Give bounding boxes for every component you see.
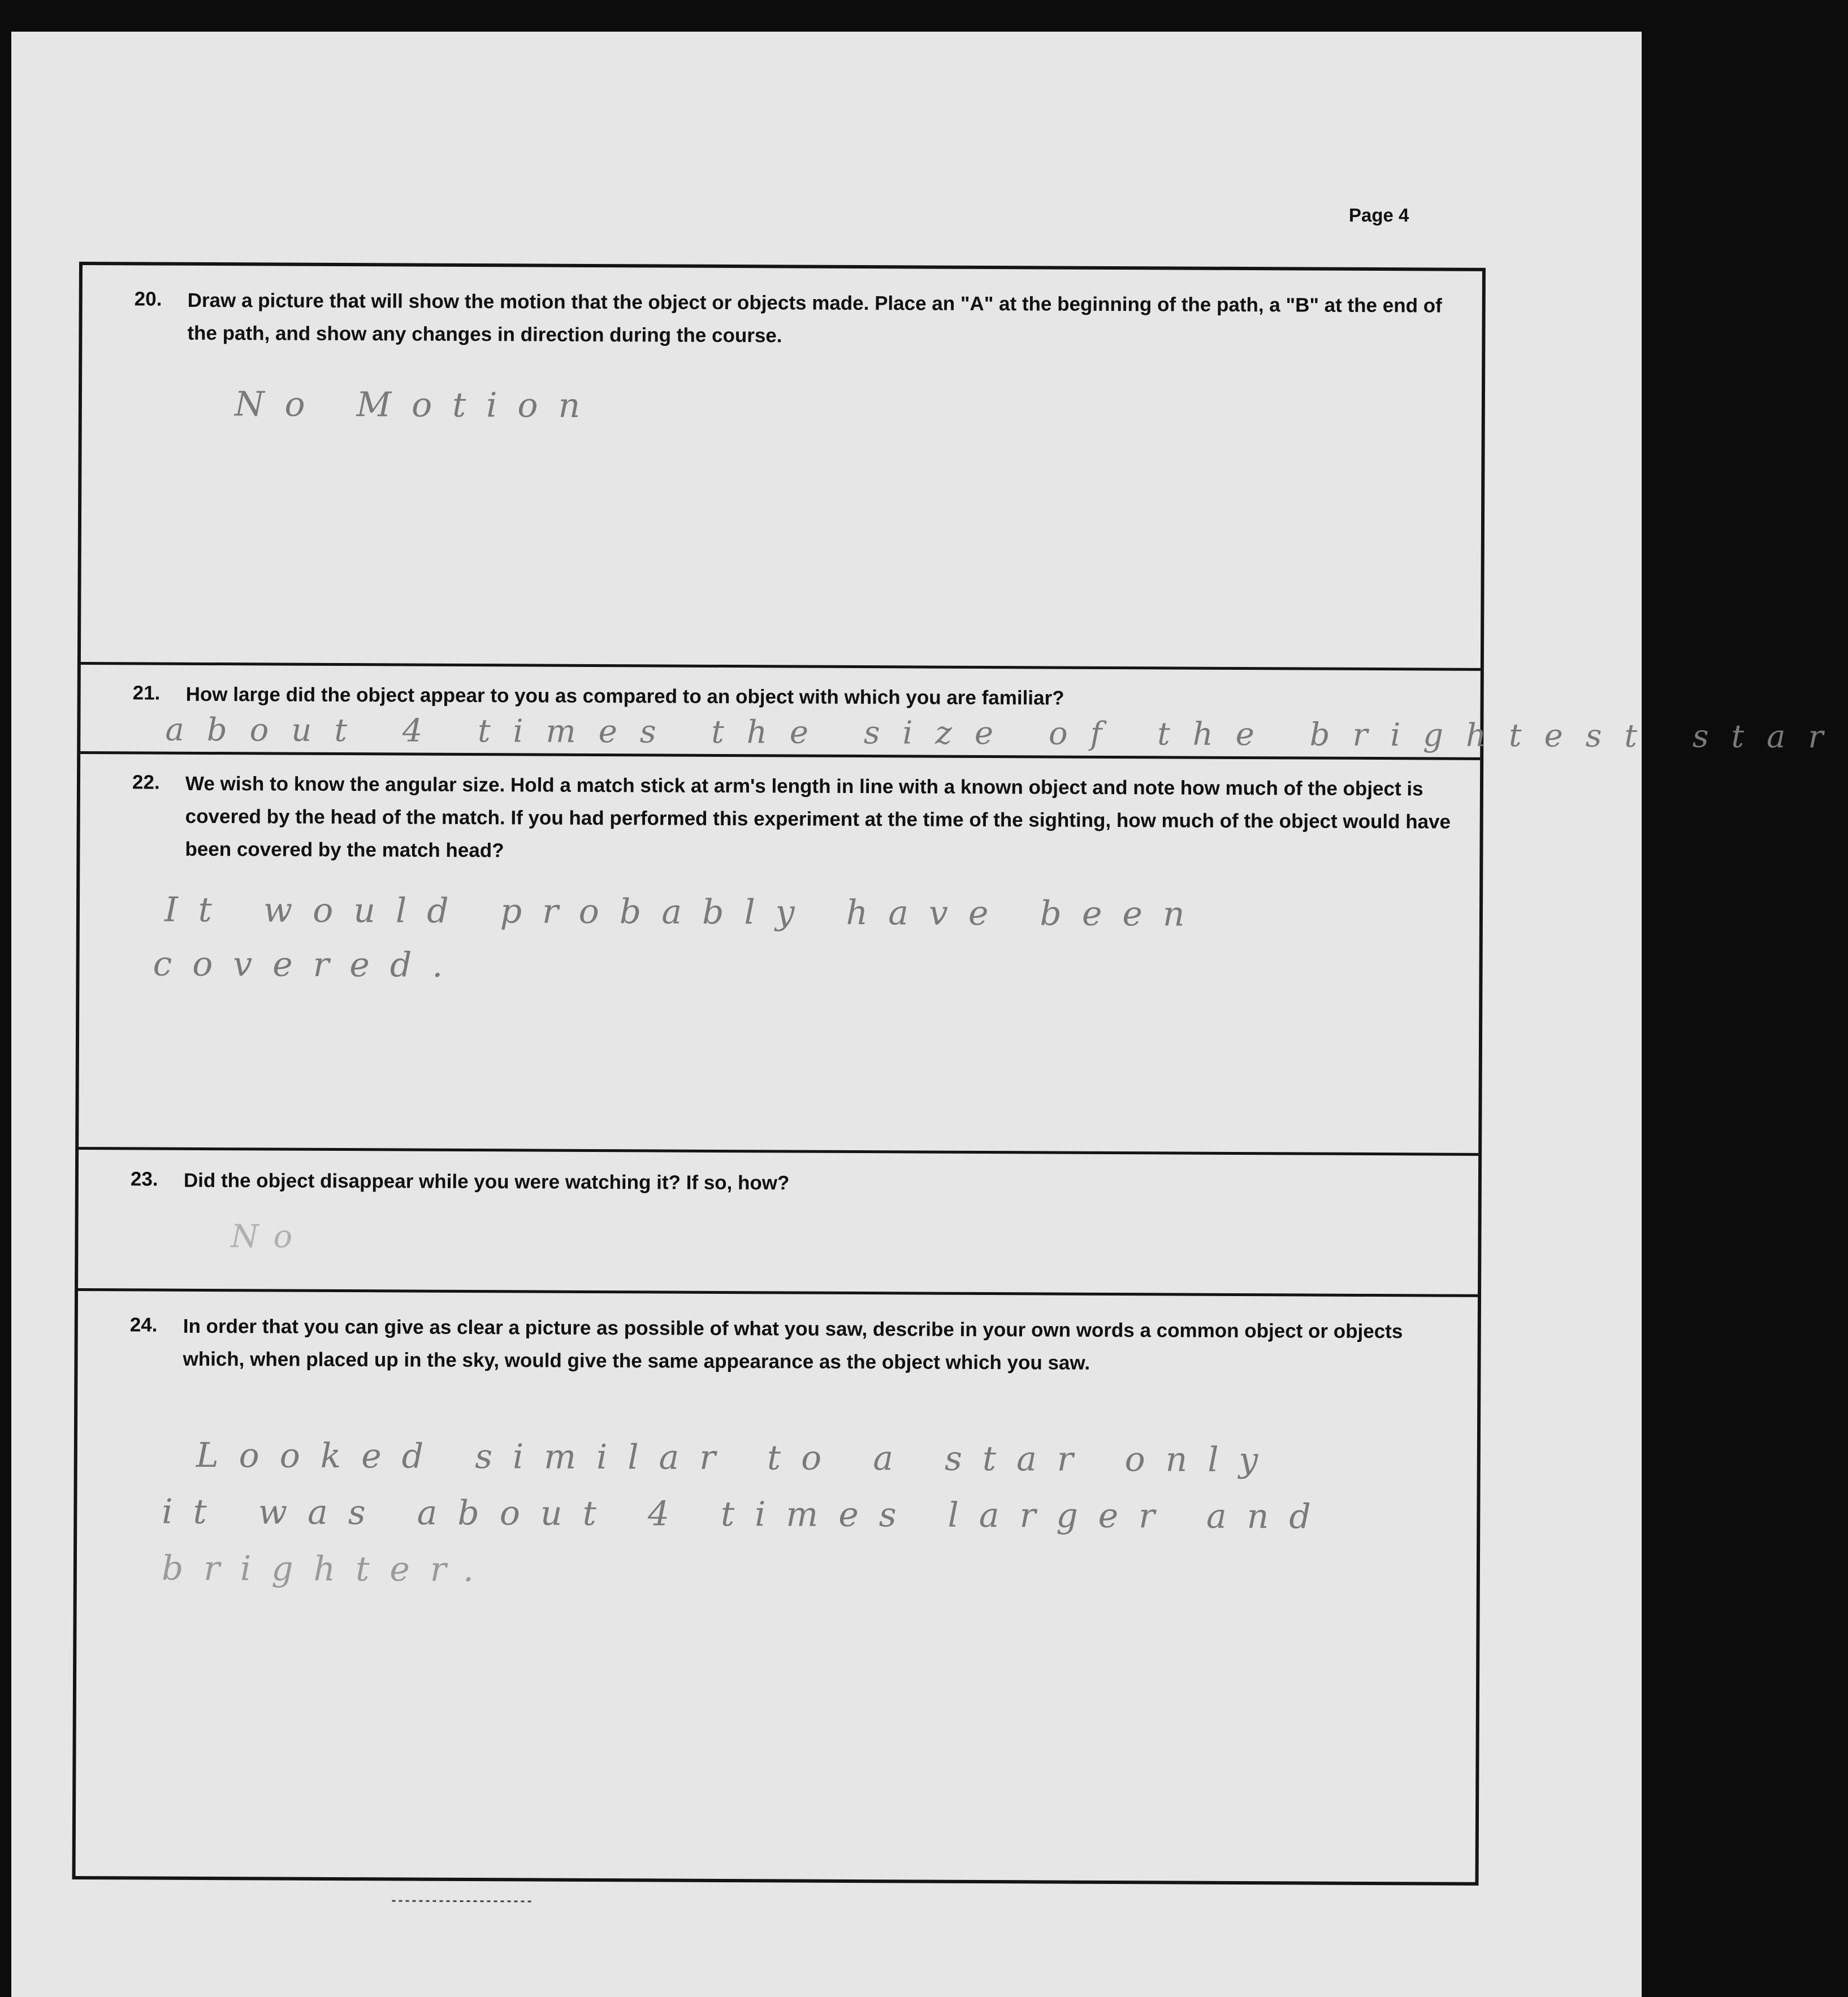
question-23-text: Did the object disappear while you were watching it? If so, how? — [183, 1169, 790, 1194]
questionnaire-form — [72, 262, 1846, 1886]
question-21-text: How large did the object appear to you as compared to an object with which you are familiar? — [185, 683, 1064, 709]
question-21-number: 21. — [132, 682, 161, 704]
question-24-answer-line-1: Looked similar to a star only — [196, 1435, 1279, 1480]
question-24-number: 24. — [129, 1314, 158, 1336]
question-22-answer-line-1: It would probably have been — [164, 890, 1205, 934]
question-21-answer: about 4 times the size of the brightest star — [165, 711, 1846, 756]
page-number: Page 4 — [1349, 205, 1409, 226]
question-24-text: In order that you can give as clear a picture as possible of what you saw, describe in your own words a common object or objects which, when placed up in the sky, would give the same appearance as the object which you saw. — [183, 1315, 1403, 1374]
question-22-answer-line-2: covered. — [153, 944, 464, 985]
question-20-text: Draw a picture that will show the motion that the object or objects made. Place an "A" at the beginning of the path, a "B" at the end of the path, and show any changes in direction during the course. — [187, 289, 1442, 347]
scan-border-top — [0, 0, 1642, 32]
question-23-number: 23. — [130, 1168, 158, 1190]
question-22-number: 22. — [132, 771, 160, 794]
question-20-section — [81, 265, 1482, 671]
question-24-answer-line-2: it was about 4 times larger and — [162, 1492, 1331, 1537]
question-24-answer-line-3: brighter. — [161, 1548, 495, 1590]
question-24-section — [76, 1291, 1478, 1882]
question-21-section — [80, 665, 1846, 760]
question-20-answer: No Motion — [234, 384, 601, 426]
question-22-section — [79, 754, 1480, 1156]
question-23-answer: No — [231, 1218, 308, 1255]
question-22-text: We wish to know the angular size. Hold a match stick at arm's length in line with a known object and note how much of the object is covered by the head of the match. If you had performed this experiment at the time of the sighting, how much of the object would have been covered by the match head? — [185, 772, 1451, 862]
question-23-section — [78, 1150, 1478, 1297]
question-20-number: 20. — [134, 288, 162, 310]
